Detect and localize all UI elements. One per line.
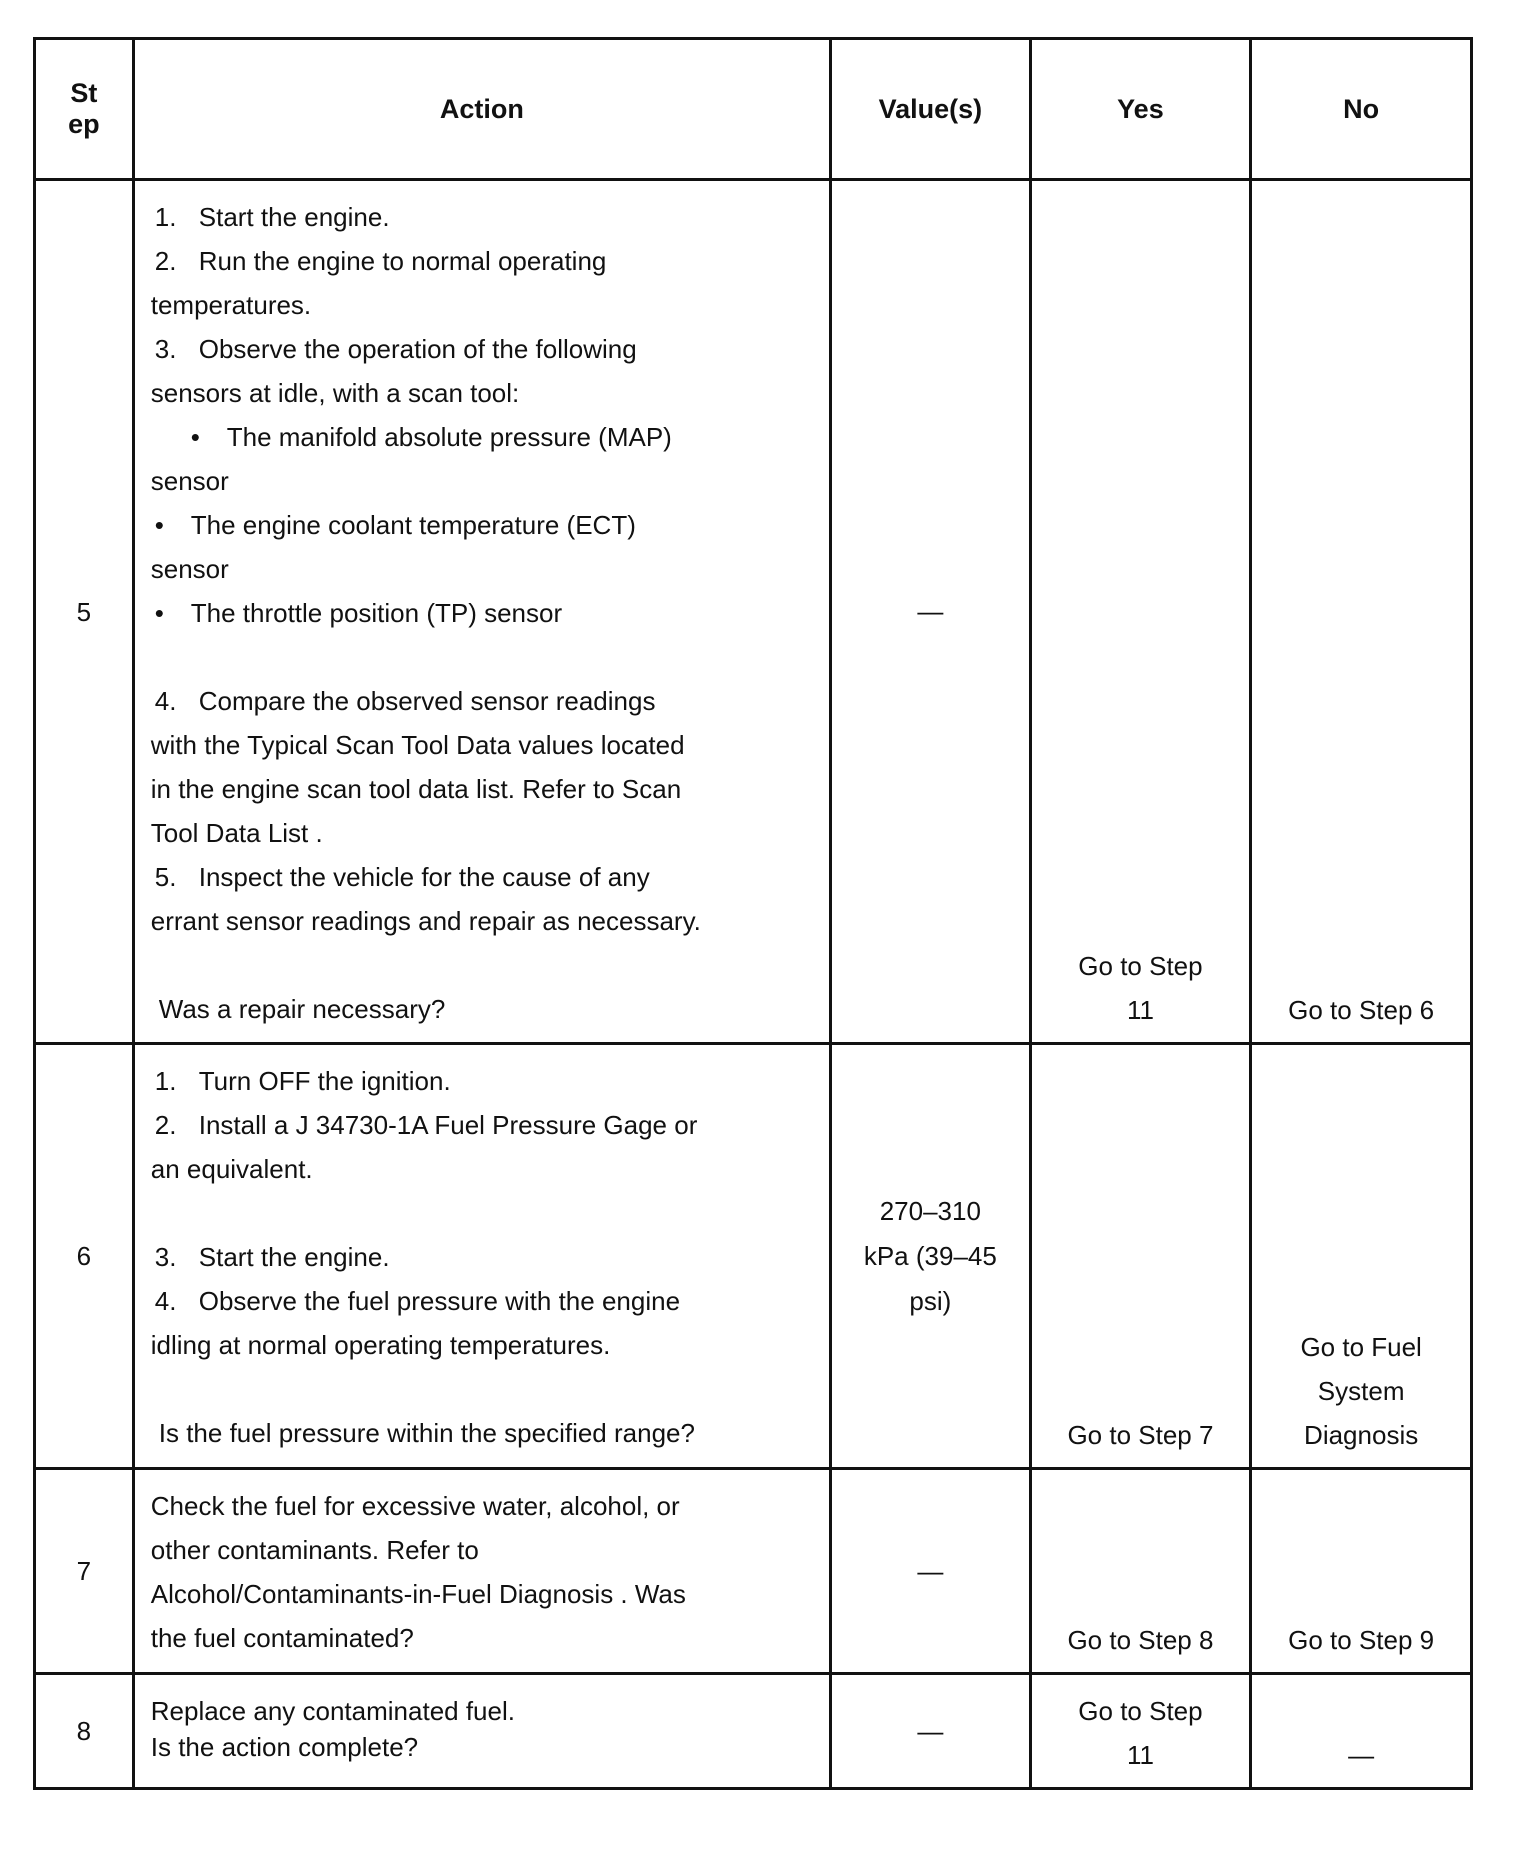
step-number: 8 xyxy=(35,1674,134,1789)
step-number: 6 xyxy=(35,1044,134,1469)
action-line: errant sensor readings and repair as necessary. xyxy=(150,906,701,936)
list-number: 2. xyxy=(154,246,177,276)
action-question: Is the action complete? xyxy=(150,1732,419,1762)
value-cell xyxy=(831,1469,1031,1674)
cell-text-line: Go to Step xyxy=(1078,1696,1203,1726)
action-line xyxy=(151,327,819,371)
action-line: in the engine scan tool data list. Refer to Scan xyxy=(150,774,682,804)
cell-text-line: Diagnosis xyxy=(1304,1420,1419,1450)
action-cell xyxy=(133,180,830,1044)
no-cell xyxy=(1251,180,1472,1044)
action-line: other contaminants. Refer to xyxy=(150,1535,479,1565)
cell-text-line: ep xyxy=(68,109,100,139)
cell-text-line: Go to Fuel xyxy=(1300,1332,1422,1362)
header-no: No xyxy=(1251,39,1472,180)
bullet-icon: • xyxy=(154,598,164,628)
value-cell xyxy=(831,1044,1031,1469)
cell-text-line: System xyxy=(1317,1376,1405,1406)
cell-text-line: Go to Step xyxy=(1078,951,1203,981)
header-action: Action xyxy=(133,39,830,180)
action-line xyxy=(151,1059,819,1103)
step-number: 5 xyxy=(35,180,134,1044)
action-text: The engine coolant temperature (ECT) xyxy=(190,510,636,540)
no-cell xyxy=(1251,1044,1472,1469)
action-line: with the Typical Scan Tool Data values located xyxy=(150,730,685,760)
action-question: Is the fuel pressure within the specified range? xyxy=(158,1418,695,1448)
cell-text-line: Go to Step 8 xyxy=(1067,1625,1214,1655)
action-line: Replace any contaminated fuel. xyxy=(150,1696,515,1726)
value-cell xyxy=(831,180,1031,1044)
action-text: Run the engine to normal operating xyxy=(198,246,607,276)
list-number: 4. xyxy=(154,686,177,716)
header-row xyxy=(35,39,1472,180)
action-line: an equivalent. xyxy=(150,1154,313,1184)
action-line xyxy=(151,1103,819,1147)
cell-text-line: kPa (39–45 xyxy=(863,1240,997,1271)
bullet-icon: • xyxy=(154,510,164,540)
cell-text-line: Go to Step 6 xyxy=(1288,995,1435,1025)
cell-text-line: — xyxy=(917,596,944,626)
action-line: sensor xyxy=(150,554,229,584)
no-cell xyxy=(1251,1469,1472,1674)
action-line: Alcohol/Contaminants-in-Fuel Diagnosis . Was xyxy=(150,1579,686,1609)
action-line xyxy=(151,1235,819,1279)
table-row xyxy=(35,1674,1472,1789)
list-number: 4. xyxy=(154,1286,177,1316)
action-line: Check the fuel for excessive water, alcohol, or xyxy=(150,1491,680,1521)
cell-text-line: 11 xyxy=(1126,995,1154,1025)
yes-cell xyxy=(1030,1044,1251,1469)
yes-cell xyxy=(1030,180,1251,1044)
list-number: 3. xyxy=(154,334,177,364)
action-cell xyxy=(133,1044,830,1469)
step-number: 7 xyxy=(35,1469,134,1674)
action-cell xyxy=(133,1469,830,1674)
cell-text-line: Go to Step 9 xyxy=(1288,1625,1435,1655)
list-number: 1. xyxy=(154,202,177,232)
list-number: 2. xyxy=(154,1110,177,1140)
action-line: sensor xyxy=(150,466,229,496)
action-line xyxy=(151,591,819,635)
action-text: Start the engine. xyxy=(198,202,390,232)
action-line xyxy=(151,1279,819,1323)
action-text: The manifold absolute pressure (MAP) xyxy=(226,422,672,452)
header-step-label xyxy=(36,78,132,140)
action-line xyxy=(151,679,819,723)
action-text: Inspect the vehicle for the cause of any xyxy=(198,862,650,892)
cell-text-line: St xyxy=(70,78,98,108)
action-line: idling at normal operating temperatures. xyxy=(150,1330,611,1360)
header-yes: Yes xyxy=(1030,39,1251,180)
action-text: Compare the observed sensor readings xyxy=(198,686,656,716)
value-cell xyxy=(831,1674,1031,1789)
action-text: Start the engine. xyxy=(198,1242,390,1272)
yes-cell xyxy=(1030,1674,1251,1789)
action-line xyxy=(151,855,819,899)
table-row xyxy=(35,1469,1472,1674)
action-line: sensors at idle, with a scan tool: xyxy=(150,378,520,408)
action-line: temperatures. xyxy=(150,290,312,320)
action-line: the fuel contaminated? xyxy=(150,1623,414,1653)
action-line xyxy=(151,239,819,283)
cell-text-line: — xyxy=(917,1715,944,1746)
action-cell xyxy=(133,1674,830,1789)
action-question: Was a repair necessary? xyxy=(158,994,446,1024)
action-text: Install a J 34730-1A Fuel Pressure Gage or xyxy=(198,1110,698,1140)
action-text: Turn OFF the ignition. xyxy=(198,1066,451,1096)
action-text: The throttle position (TP) sensor xyxy=(190,598,563,628)
action-line xyxy=(151,415,819,459)
yes-cell xyxy=(1030,1469,1251,1674)
list-number: 3. xyxy=(154,1242,177,1272)
header-values: Value(s) xyxy=(831,39,1031,180)
cell-text-line: Go to Step 7 xyxy=(1067,1420,1214,1450)
cell-text-line: psi) xyxy=(909,1285,952,1316)
bullet-icon: • xyxy=(190,422,200,452)
list-number: 1. xyxy=(154,1066,177,1096)
action-line xyxy=(151,195,819,239)
action-line: Tool Data List . xyxy=(150,818,323,848)
no-cell xyxy=(1251,1674,1472,1789)
table-row xyxy=(35,1044,1472,1469)
table-row xyxy=(35,180,1472,1044)
header-step xyxy=(35,39,134,180)
cell-text-line: — xyxy=(1348,1740,1375,1770)
action-text: Observe the fuel pressure with the engine xyxy=(198,1286,681,1316)
cell-text-line: 270–310 xyxy=(879,1195,981,1226)
list-number: 5. xyxy=(154,862,177,892)
diagnostic-table xyxy=(33,37,1473,1790)
cell-text-line: 11 xyxy=(1126,1740,1154,1770)
action-text: Observe the operation of the following xyxy=(198,334,637,364)
action-line xyxy=(151,503,819,547)
cell-text-line: — xyxy=(917,1555,944,1586)
